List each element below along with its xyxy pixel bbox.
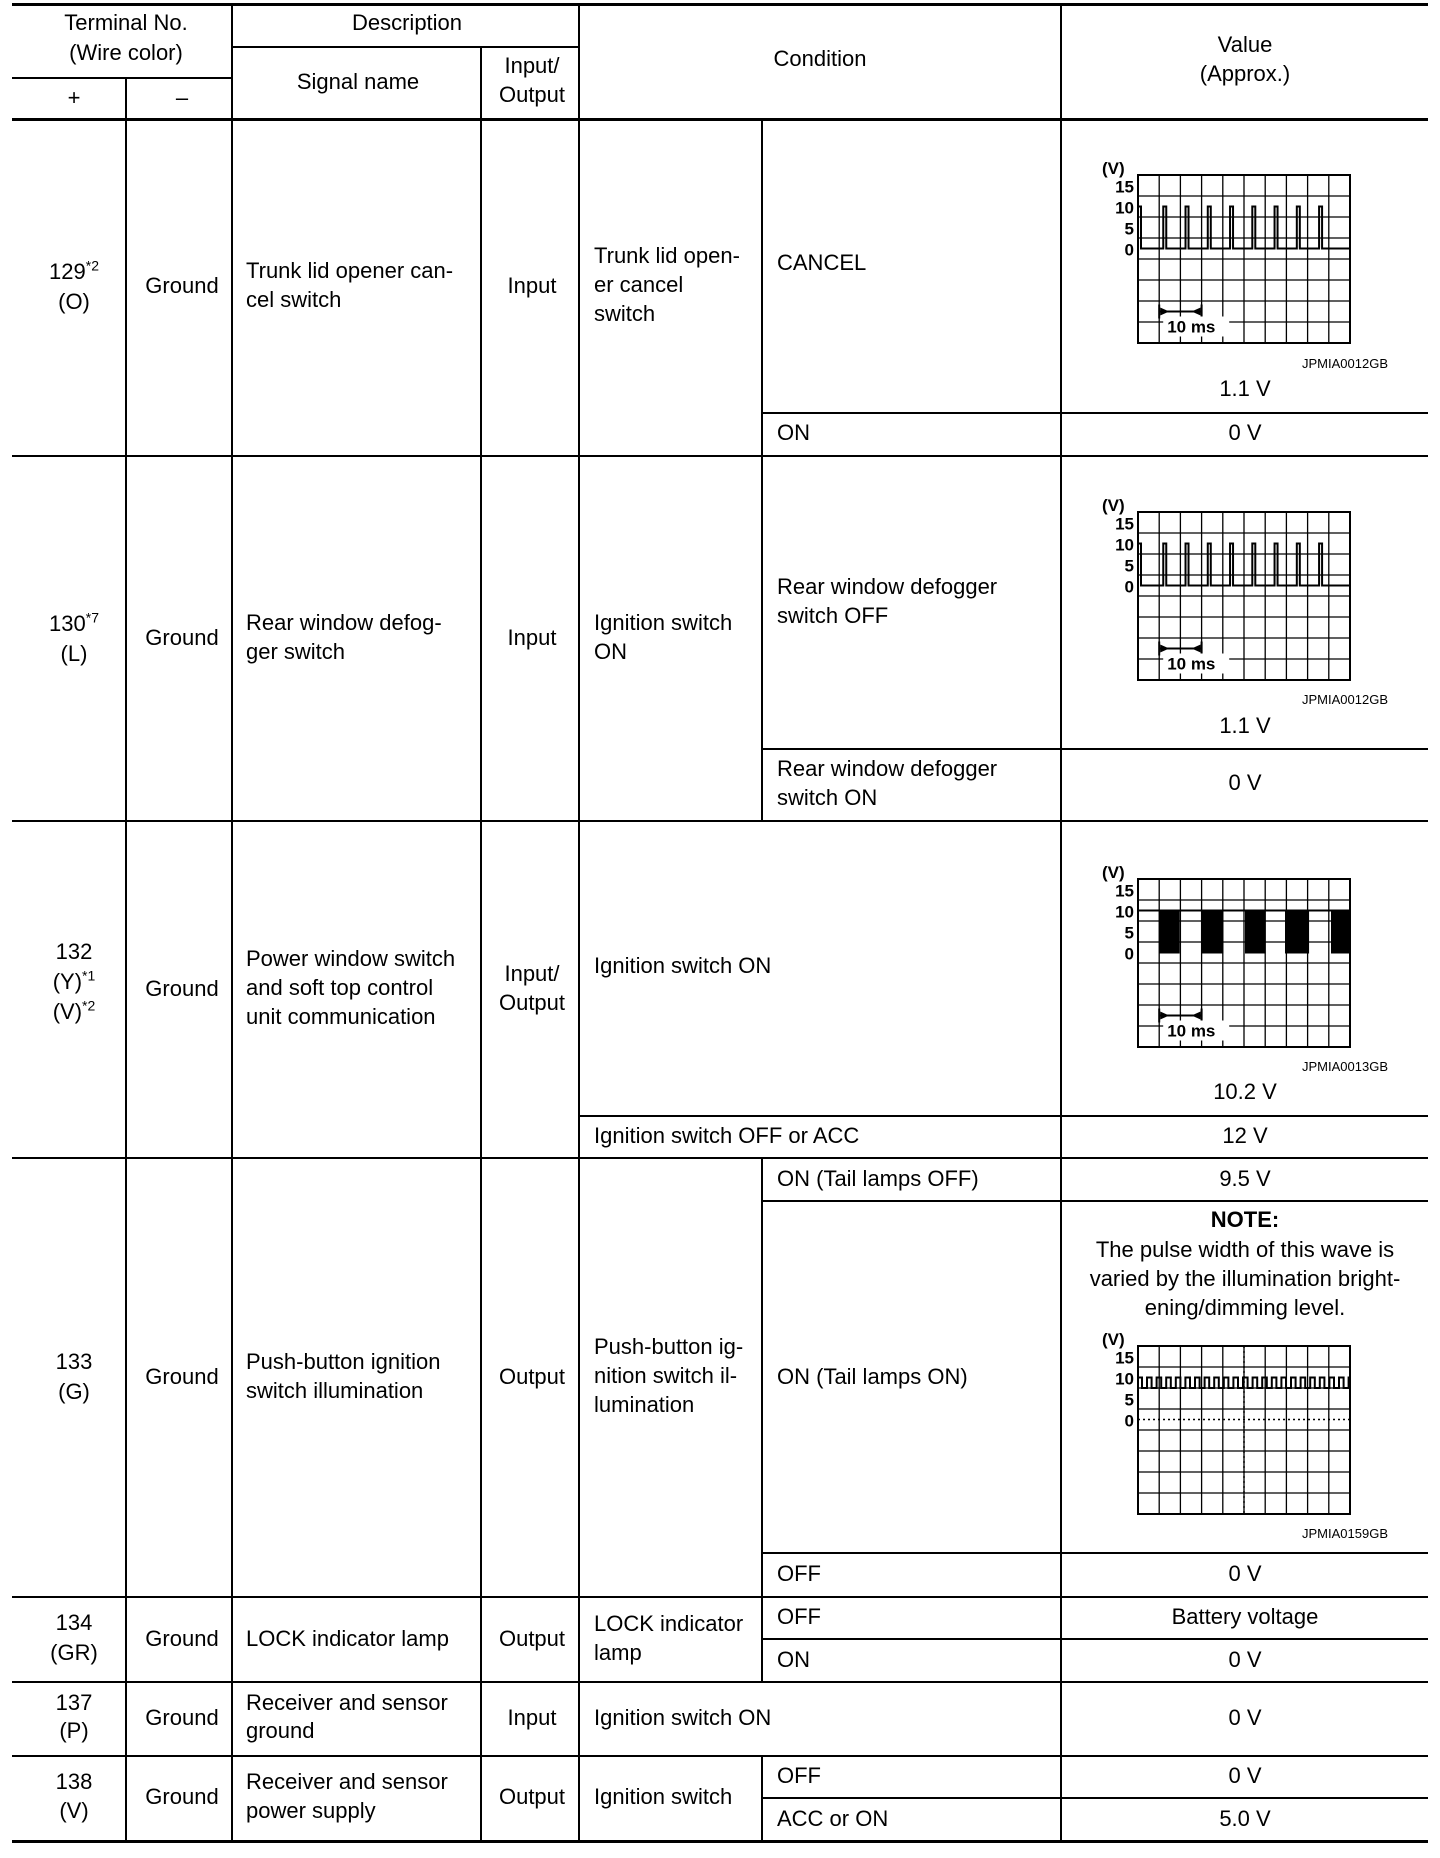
rule [762, 1797, 1428, 1799]
ground-terminal: Ground [145, 625, 219, 650]
time-label: 10 ms [1167, 317, 1216, 337]
unit-label: (V) [1102, 1331, 1125, 1349]
input-output: Input [507, 273, 557, 298]
wire-color: (V) [59, 1798, 89, 1823]
data-burst [1160, 911, 1179, 953]
ground-terminal: Ground [145, 273, 219, 298]
wire-color: (O) [58, 289, 90, 314]
condition-main: er cancel [594, 272, 684, 297]
terminal-number: 138 [55, 1769, 93, 1794]
condition-sub: OFF [777, 1604, 821, 1629]
signal-name: Receiver and sensor [246, 1690, 448, 1715]
rule-row [12, 455, 1428, 457]
value: 10.2 V [1213, 1079, 1277, 1104]
header-input-output: Output [498, 82, 566, 107]
condition-main: lumination [594, 1392, 695, 1417]
input-output: Output [498, 1626, 566, 1651]
wire-color: (P) [59, 1718, 89, 1743]
y-tick-label: 10 [1115, 1369, 1134, 1389]
condition-sub: ON [777, 1647, 810, 1672]
condition-main: Ignition switch ON [594, 953, 772, 978]
signal-name: cel switch [246, 287, 342, 312]
signal-name: Push-button ignition [246, 1349, 441, 1374]
col-rule [761, 1158, 763, 1682]
rule-header-bottom [12, 118, 1428, 121]
condition-main: Ignition switch [594, 1784, 733, 1809]
rule [762, 748, 1428, 750]
y-tick-label: 15 [1115, 881, 1134, 901]
y-tick-label: 10 [1115, 535, 1134, 555]
condition-main: Trunk lid open- [594, 243, 740, 268]
rule [762, 1200, 1428, 1202]
rule-row [12, 1755, 1428, 1757]
condition-sub: ACC or ON [777, 1806, 889, 1831]
terminal-number: 130$^{*7}$ [49, 609, 99, 636]
input-output: Output [498, 990, 566, 1015]
input-output: Input/ [504, 961, 560, 986]
waveform-pulse-figure [1096, 497, 1396, 690]
header-plus: + [67, 85, 81, 110]
rule-row [12, 1681, 1428, 1683]
condition-main: LOCK indicator [594, 1611, 744, 1636]
header-wire-color: (Wire color) [69, 40, 183, 65]
wire-color: (G) [58, 1379, 90, 1404]
wire-color: (GR) [50, 1640, 98, 1665]
value: 0 V [1228, 1763, 1262, 1788]
condition-sub: ON (Tail lamps ON) [777, 1364, 968, 1389]
signal-name: Receiver and sensor [246, 1769, 448, 1794]
ground-terminal: Ground [145, 1364, 219, 1389]
signal-name: ger switch [246, 639, 346, 664]
input-output: Input [507, 1705, 557, 1730]
wire-color: $(Y)^{*1}$ [52, 967, 96, 994]
figure-reference: JPMIA0013GB [1302, 1059, 1388, 1074]
input-output: Output [498, 1784, 566, 1809]
condition-main: Ignition switch OFF or ACC [594, 1123, 860, 1148]
condition-sub: Rear window defogger [777, 574, 998, 599]
note-text: varied by the illumination bright- [1089, 1266, 1401, 1291]
value: 5.0 V [1219, 1806, 1271, 1831]
rule [762, 412, 1428, 414]
ground-terminal: Ground [145, 976, 219, 1001]
condition-main: Ignition switch [594, 610, 733, 635]
note-text: ening/dimming level. [1144, 1295, 1346, 1320]
unit-label: (V) [1102, 160, 1125, 178]
figure-reference: JPMIA0012GB [1302, 692, 1388, 707]
value: 0 V [1228, 1561, 1262, 1586]
value: 1.1 V [1219, 376, 1271, 401]
col-rule [1060, 4, 1062, 1841]
col-rule [480, 46, 482, 1841]
header-description: Description [351, 10, 463, 35]
condition-sub: switch ON [777, 785, 878, 810]
y-tick-label: 15 [1115, 1348, 1134, 1368]
rule [232, 46, 578, 48]
terminal-number: 133 [55, 1349, 93, 1374]
waveform-pwm-figure [1096, 1331, 1396, 1524]
y-tick-label: 0 [1124, 577, 1134, 597]
y-tick-label: 0 [1124, 1411, 1134, 1431]
value: 12 V [1222, 1123, 1268, 1148]
input-output: Input [507, 625, 557, 650]
figure-reference: JPMIA0012GB [1302, 356, 1388, 371]
col-rule [231, 4, 233, 1841]
value: 0 V [1228, 770, 1262, 795]
condition-sub: OFF [777, 1561, 821, 1586]
time-label: 10 ms [1167, 1021, 1216, 1041]
signal-name: and soft top control [246, 975, 434, 1000]
terminal-number: 132 [55, 939, 93, 964]
rule [578, 1115, 1428, 1117]
condition-main: Push-button ig- [594, 1334, 744, 1359]
signal-name: Power window switch [246, 946, 456, 971]
terminal-number: 137 [55, 1690, 93, 1715]
ground-terminal: Ground [145, 1705, 219, 1730]
signal-trace [1138, 1378, 1350, 1389]
rule-bottom [12, 1840, 1428, 1843]
y-tick-label: 5 [1124, 219, 1134, 239]
condition-sub: ON [777, 420, 810, 445]
value: Battery voltage [1171, 1604, 1319, 1629]
condition-main: switch [594, 301, 656, 326]
rule-row [12, 820, 1428, 822]
time-label: 10 ms [1167, 654, 1216, 674]
header-value-approx: (Approx.) [1199, 61, 1291, 86]
note-title: NOTE: [1210, 1207, 1280, 1232]
value: 9.5 V [1219, 1166, 1271, 1191]
col-rule [761, 119, 763, 821]
y-tick-label: 5 [1124, 556, 1134, 576]
rule-top [12, 3, 1428, 6]
wire-color: $(V)^{*2}$ [52, 997, 96, 1024]
signal-name: power supply [246, 1798, 376, 1823]
col-rule [761, 1756, 763, 1841]
rule [762, 1552, 1428, 1554]
unit-label: (V) [1102, 864, 1125, 882]
waveform-communication-figure [1096, 864, 1396, 1057]
condition-sub: Rear window defogger [777, 756, 998, 781]
ground-terminal: Ground [145, 1784, 219, 1809]
condition-main: nition switch il- [594, 1363, 738, 1388]
rule-row [12, 1157, 1428, 1159]
data-burst [1246, 911, 1265, 953]
signal-name: switch illumination [246, 1378, 424, 1403]
value: 0 V [1228, 1647, 1262, 1672]
data-burst [1202, 911, 1222, 953]
condition-sub: ON (Tail lamps OFF) [777, 1166, 979, 1191]
y-tick-label: 15 [1115, 177, 1134, 197]
header-value: Value [1217, 32, 1273, 57]
data-burst [1286, 911, 1308, 953]
condition-main: lamp [594, 1640, 642, 1665]
value: 0 V [1228, 420, 1262, 445]
value: 0 V [1228, 1705, 1262, 1730]
y-tick-label: 0 [1124, 944, 1134, 964]
figure-reference: JPMIA0159GB [1302, 1526, 1388, 1541]
header-terminal-no: Terminal No. [64, 10, 188, 35]
col-rule [125, 77, 127, 1841]
terminal-number: 134 [55, 1610, 93, 1635]
signal-name: LOCK indicator lamp [246, 1626, 449, 1651]
input-output: Output [498, 1364, 566, 1389]
condition-sub: CANCEL [777, 250, 867, 275]
header-signal-name: Signal name [296, 69, 420, 94]
y-tick-label: 15 [1115, 514, 1134, 534]
y-tick-label: 0 [1124, 240, 1134, 260]
y-tick-label: 10 [1115, 902, 1134, 922]
condition-sub: switch OFF [777, 603, 889, 628]
waveform-pulse-figure [1096, 160, 1396, 353]
data-burst [1332, 911, 1349, 953]
y-tick-label: 5 [1124, 1390, 1134, 1410]
signal-name: ground [246, 1718, 315, 1743]
header-input-output: Input/ [504, 53, 560, 78]
value: 1.1 V [1219, 713, 1271, 738]
unit-label: (V) [1102, 497, 1125, 515]
terminal-number: 129$^{*2}$ [49, 257, 99, 284]
condition-sub: OFF [777, 1763, 821, 1788]
header-minus: – [175, 85, 189, 110]
header-condition: Condition [773, 46, 867, 71]
wire-color: (L) [60, 641, 88, 666]
condition-main: Ignition switch ON [594, 1705, 772, 1730]
col-rule [578, 4, 580, 1841]
rule [12, 77, 232, 79]
condition-main: ON [594, 639, 627, 664]
signal-name: unit communication [246, 1004, 436, 1029]
rule-row [12, 1596, 1428, 1598]
y-tick-label: 10 [1115, 198, 1134, 218]
note-text: The pulse width of this wave is [1095, 1237, 1395, 1262]
signal-name: Rear window defog- [246, 610, 442, 635]
ground-terminal: Ground [145, 1626, 219, 1651]
signal-name: Trunk lid opener can- [246, 258, 454, 283]
y-tick-label: 5 [1124, 923, 1134, 943]
rule [762, 1638, 1428, 1640]
